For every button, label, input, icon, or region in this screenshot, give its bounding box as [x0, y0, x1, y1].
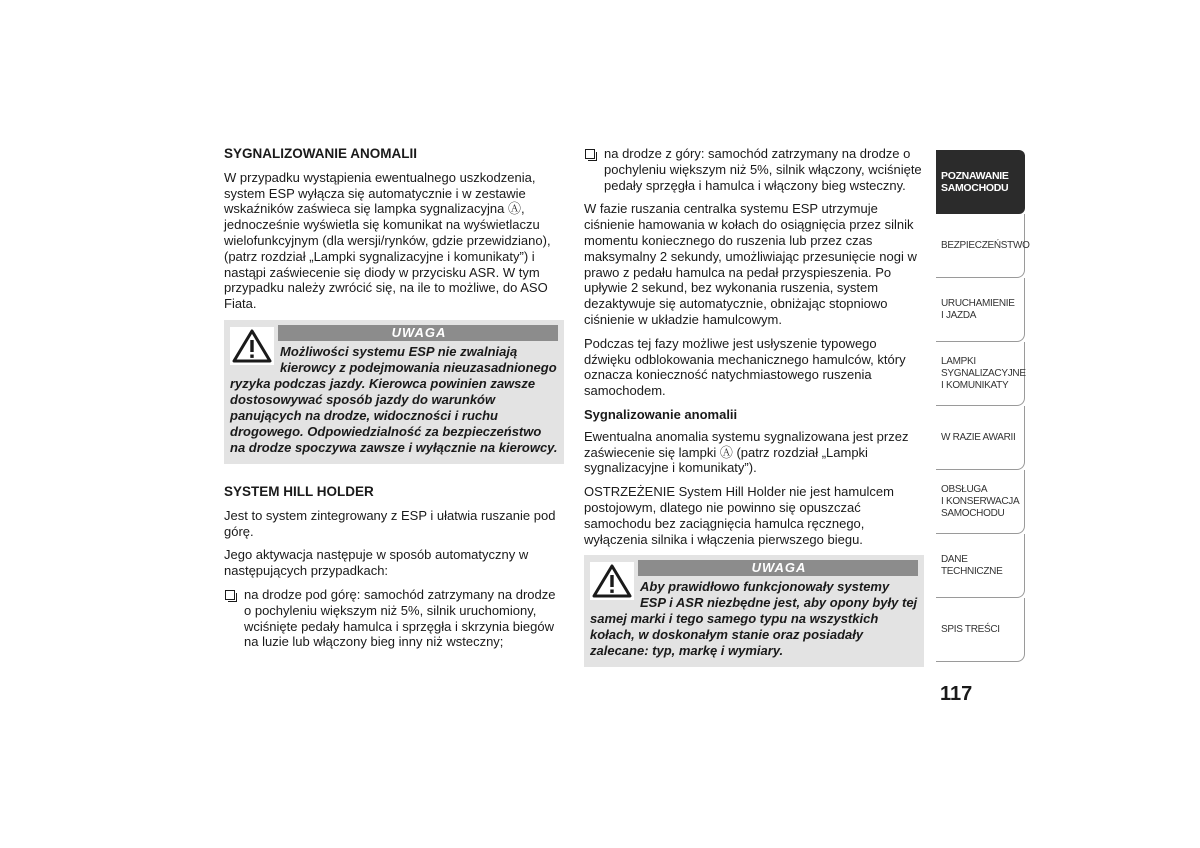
left-column: [224, 146, 564, 658]
tab-label: POZNAWANIE SAMOCHODU: [941, 170, 1009, 194]
tab-poznawanie-samochodu[interactable]: [936, 150, 1025, 214]
checkbox-bullet-icon: [585, 149, 595, 159]
paragraph: Jest to system zintegrowany z ESP i ułatwia ruszanie pod górę.: [224, 507, 556, 539]
tab-label: BEZPIECZEŃSTWO: [941, 239, 1030, 251]
warning-box: [584, 555, 924, 667]
paragraph: Podczas tej fazy możliwe jest usłyszenie typowego dźwięku odblokowania mechanicznego hamulców, który oznacza konieczność natychmiastowego ruszenia samochodem.: [584, 335, 906, 399]
paragraph: Ewentualna anomalia systemu sygnalizowana jest przez zaświecenie się lampki Ⓐ (patrz rozdział „Lampki sygnalizacyjne i komunikaty”).: [584, 428, 909, 476]
tab-bezpieczenstwo[interactable]: [936, 214, 1030, 278]
list-item-text: na drodze pod górę: samochód zatrzymany na drodze o pochyleniu większym niż 5%, silnik uruchomiony, wciśnięte pedały hamulca i sprzęgła i skrzynia biegów na luzie lub włączony bieg inny niż wsteczny;: [244, 586, 556, 650]
warning-triangle-icon: [590, 562, 634, 600]
paragraph: OSTRZEŻENIE System Hill Holder nie jest hamulcem postojowym, dlatego nie powinno się opuszczać samochodu bez zaciągnięcia hamulca ręcznego, wyłączenia silnika i włączenia pierwszego biegu.: [584, 484, 894, 547]
tab-w-razie-awarii[interactable]: [936, 406, 1025, 470]
paragraph: W fazie ruszania centralka systemu ESP utrzymuje ciśnienie hamowania w kołach do osiągnięcia przez silnik momentu koniecznego do ruszenia lub przez czas maksymalny 2 sekundy, umożliwiając przesunięcie nogi w prawo z pedału hamulca na pedał przyspieszenia. Po upływie 2 sekund, bez wykonania ruszenia, system dezaktywuje się automatycznie, obniżając stopniowo ciśnienie w układzie hamulcowym.: [584, 201, 917, 327]
tab-label: SPIS TREŚCI: [941, 623, 1000, 635]
tab-obsluga-i-konserwacja[interactable]: [936, 470, 1025, 534]
list-item: [584, 146, 924, 193]
checkbox-bullet-icon: [225, 590, 235, 600]
section-heading-anomalies: SYGNALIZOWANIE ANOMALII: [224, 146, 417, 161]
tab-label: LAMPKI SYGNALIZACYJNE I KOMUNIKATY: [941, 355, 1026, 391]
paragraph: W przypadku wystąpienia ewentualnego uszkodzenia, system ESP wyłącza się automatycznie i w zestawie wskaźników zaświeca się lampka sygnalizacyjna Ⓐ, jednocześnie wyświetla się komunikat na wyświetlaczu wielofunkcyjnym (dla wersji/rynków, gdzie przewidziano), (patrz rozdział „Lampki sygnalizacyjne i komunikaty”) i nastąpi zaświecenie się diody w przycisku ASR. W tym przypadku należy zwrócić się, na ile to możliwe, do ASO Fiata.: [224, 169, 551, 312]
tab-uruchamienie-i-jazda[interactable]: [936, 278, 1025, 342]
list-item: [224, 587, 564, 650]
chapter-tabs: [936, 150, 1030, 662]
warning-text: Możliwości systemu ESP nie zwalniają kierowcy z podejmowania nieuzasadnionego ryzyka podczas jazdy. Kierowca powinien zawsze dostosowywać sposób jazdy do warunków panujących na drodze, widoczności i ruchu drogowego. Odpowiedzialność za bezpieczeństwo na drodze spoczywa zawsze i wyłącznie na kierowcy.: [230, 343, 558, 455]
tab-label: W RAZIE AWARII: [941, 431, 1016, 443]
list-item-text: na drodze z góry: samochód zatrzymany na drodze o pochyleniu większym niż 5%, silnik włączony, wciśnięte pedały sprzęgła i hamulca i włączony bieg wsteczny.: [604, 146, 922, 193]
section-heading-hill-holder: SYSTEM HILL HOLDER: [224, 483, 374, 499]
right-column: [584, 146, 924, 681]
warning-box: [224, 320, 564, 464]
tab-label: URUCHAMIENIE I JAZDA: [941, 297, 1015, 321]
tab-lampki-sygnalizacyjne[interactable]: [936, 342, 1025, 406]
warning-triangle-icon: [230, 327, 274, 365]
tab-spis-tresci[interactable]: [936, 598, 1025, 662]
subheading-anomalies: Sygnalizowanie anomalii: [584, 406, 738, 422]
warning-text: Aby prawidłowo funkcjonowały systemy ESP i ASR niezbędne jest, aby opony były tej samej marki i tego samego typu na wszystkich kołach, w doskonałym stanie oraz posiadały zalecane: typ, markę i wymiary.: [590, 579, 918, 659]
tab-dane-techniczne[interactable]: [936, 534, 1025, 598]
tab-label: OBSŁUGA I KONSERWACJA SAMOCHODU: [941, 483, 1020, 519]
page-number: 117: [940, 683, 973, 705]
paragraph: Jego aktywacja następuje w sposób automatyczny w następujących przypadkach:: [224, 547, 529, 579]
warning-title: UWAGA: [638, 560, 918, 576]
warning-title: UWAGA: [278, 325, 558, 341]
tab-label: DANE TECHNICZNE: [941, 553, 1003, 577]
